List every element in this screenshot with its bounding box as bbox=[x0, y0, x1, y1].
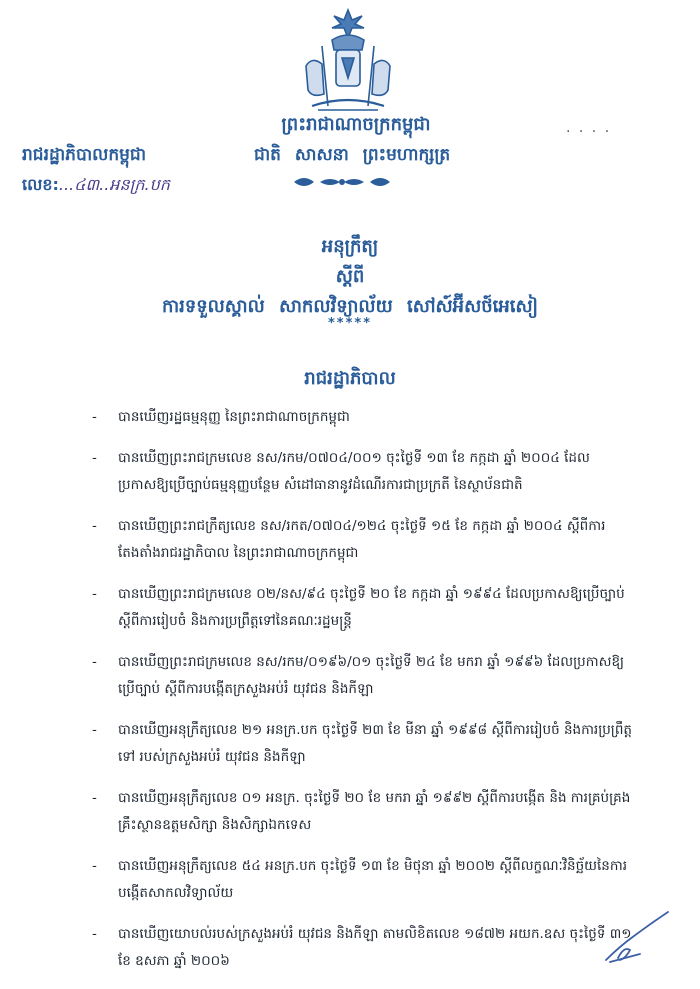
list-item bbox=[92, 785, 632, 839]
list-dash: - bbox=[92, 858, 97, 874]
government-name: រាជរដ្ឋាភិបាលកម្ពុជា bbox=[22, 145, 147, 165]
list-item bbox=[92, 513, 632, 567]
decorative-ornament-icon bbox=[290, 172, 394, 192]
list-dash: - bbox=[92, 790, 97, 806]
royal-coat-of-arms-icon bbox=[292, 6, 404, 116]
list-item bbox=[92, 717, 632, 771]
list-item-text: បានឃើញព្រះរាជក្រមលេខ ០២/នស/៩៤ ចុះថ្ងៃទី ២០ ខែ កក្កដា ឆ្នាំ ១៩៩៤ ដែលប្រកាសឱ្យប្រើច្បាប់ ស្តីពីការរៀបចំ និងការប្រព្រឹត្តទៅនៃគណៈរដ្ឋមន្ត្រី bbox=[118, 586, 625, 629]
list-item-text: បានឃើញព្រះរាជក្រឹត្យលេខ នស/រកត/០៧០៤/១២៤ ចុះថ្ងៃទី ១៥ ខែ កក្កដា ឆ្នាំ ២០០៤ ស្តីពីការតែងតាំងរាជរដ្ឋាភិបាល នៃព្រះរាជាណាចក្រកម្ពុជា bbox=[118, 518, 606, 561]
government-heading: រាជរដ្ឋាភិបាល bbox=[304, 368, 396, 389]
list-dash: - bbox=[92, 586, 97, 602]
list-item-text: បានឃើញព្រះរាជក្រមលេខ នស/រកម/០៧០៤/០០១ ចុះថ្ងៃទី ១៣ ខែ កក្កដា ឆ្នាំ ២០០៤ ដែលប្រកាសឱ្យប្រើច្បាប់ធម្មនុញ្ញបន្ថែម សំដៅធានានូវដំណើរការជាប្រក្រតី នៃស្ថាប័នជាតិ bbox=[118, 450, 590, 493]
document-number bbox=[22, 174, 170, 198]
list-item-text: បានឃើញព្រះរាជក្រមលេខ នស/រកម/០១៩៦/០១ ចុះថ្ងៃទី ២៤ ខែ មករា ឆ្នាំ ១៩៩៦ ដែលប្រកាសឱ្យប្រើច្បាប់ ស្តីពីការបង្កើតក្រសួងអប់រំ យុវជន និងកីឡា bbox=[118, 654, 625, 697]
list-dash: - bbox=[92, 654, 97, 670]
signature-mark-icon bbox=[600, 906, 674, 966]
list-item bbox=[92, 581, 632, 635]
number-value: ...៤៣..អនក្រ.បក bbox=[58, 175, 170, 194]
list-item-text: បានឃើញអនុក្រឹត្យលេខ ៥៤ អនក្រ.បក ចុះថ្ងៃទី ១៣ ខែ មិថុនា ឆ្នាំ ២០០២ ស្តីពីលក្ខណៈវិនិច្ឆ័យនៃការបង្កើតសាកលវិទ្យាល័យ bbox=[118, 858, 627, 901]
corner-dots: . . . . bbox=[566, 120, 612, 136]
list-item-text: បានឃើញអនុក្រឹត្យលេខ ០១ អនក្រ. ចុះថ្ងៃទី ២០ ខែ មករា ឆ្នាំ ១៩៩២ ស្តីពីការបង្កើត និង ការគ្រប់គ្រងគ្រឹះស្ថានឧត្តមសិក្សា និងសិក្សាឯកទេស bbox=[118, 790, 631, 833]
list-item-text: បានឃើញអនុក្រឹត្យលេខ ២១ អនក្រ.បក ចុះថ្ងៃទី ២៣ ខែ មីនា ឆ្នាំ ១៩៩៨ ស្តីពីការរៀបចំ និងការប្រព្រឹត្តទៅ របស់ក្រសួងអប់រំ យុវជន និងកីឡា bbox=[118, 722, 632, 765]
list-item-text: បានឃើញរដ្ឋធម្មនុញ្ញ នៃព្រះរាជាណាចក្រកម្ពុជា bbox=[118, 409, 350, 425]
list-item bbox=[92, 445, 632, 499]
list-dash: - bbox=[92, 518, 97, 534]
list-item bbox=[92, 404, 632, 431]
decree-subject: ការទទួលស្គាល់ សាកលវិទ្យាល័យ សៅស៍អ៊ីសថ៍អេសៀ bbox=[161, 296, 539, 317]
number-label: លេខ: bbox=[22, 175, 59, 194]
document-type: អនុក្រឹត្យ bbox=[321, 236, 379, 257]
list-dash: - bbox=[92, 722, 97, 738]
list-item bbox=[92, 921, 632, 975]
considerations-list bbox=[92, 404, 632, 989]
list-item bbox=[92, 853, 632, 907]
list-dash: - bbox=[92, 409, 97, 425]
list-item bbox=[92, 649, 632, 703]
list-item-text: បានឃើញយោបល់របស់ក្រសួងអប់រំ យុវជន និងកីឡា តាមលិខិតលេខ ១៨៧២ អយក.ឧស ចុះថ្ងៃទី ៣១ ខែ ឧសភា ឆ្នាំ ២០០៦ bbox=[118, 926, 632, 969]
kingdom-title: ព្រះរាជាណាចក្រកម្ពុជា bbox=[281, 114, 431, 135]
about-label: ស្តីពី bbox=[335, 266, 365, 287]
list-dash: - bbox=[92, 926, 97, 942]
star-divider: ***** bbox=[328, 316, 372, 331]
national-motto: ជាតិ សាសនា ព្រះមហាក្សត្រ bbox=[254, 145, 451, 165]
list-dash: - bbox=[92, 450, 97, 466]
